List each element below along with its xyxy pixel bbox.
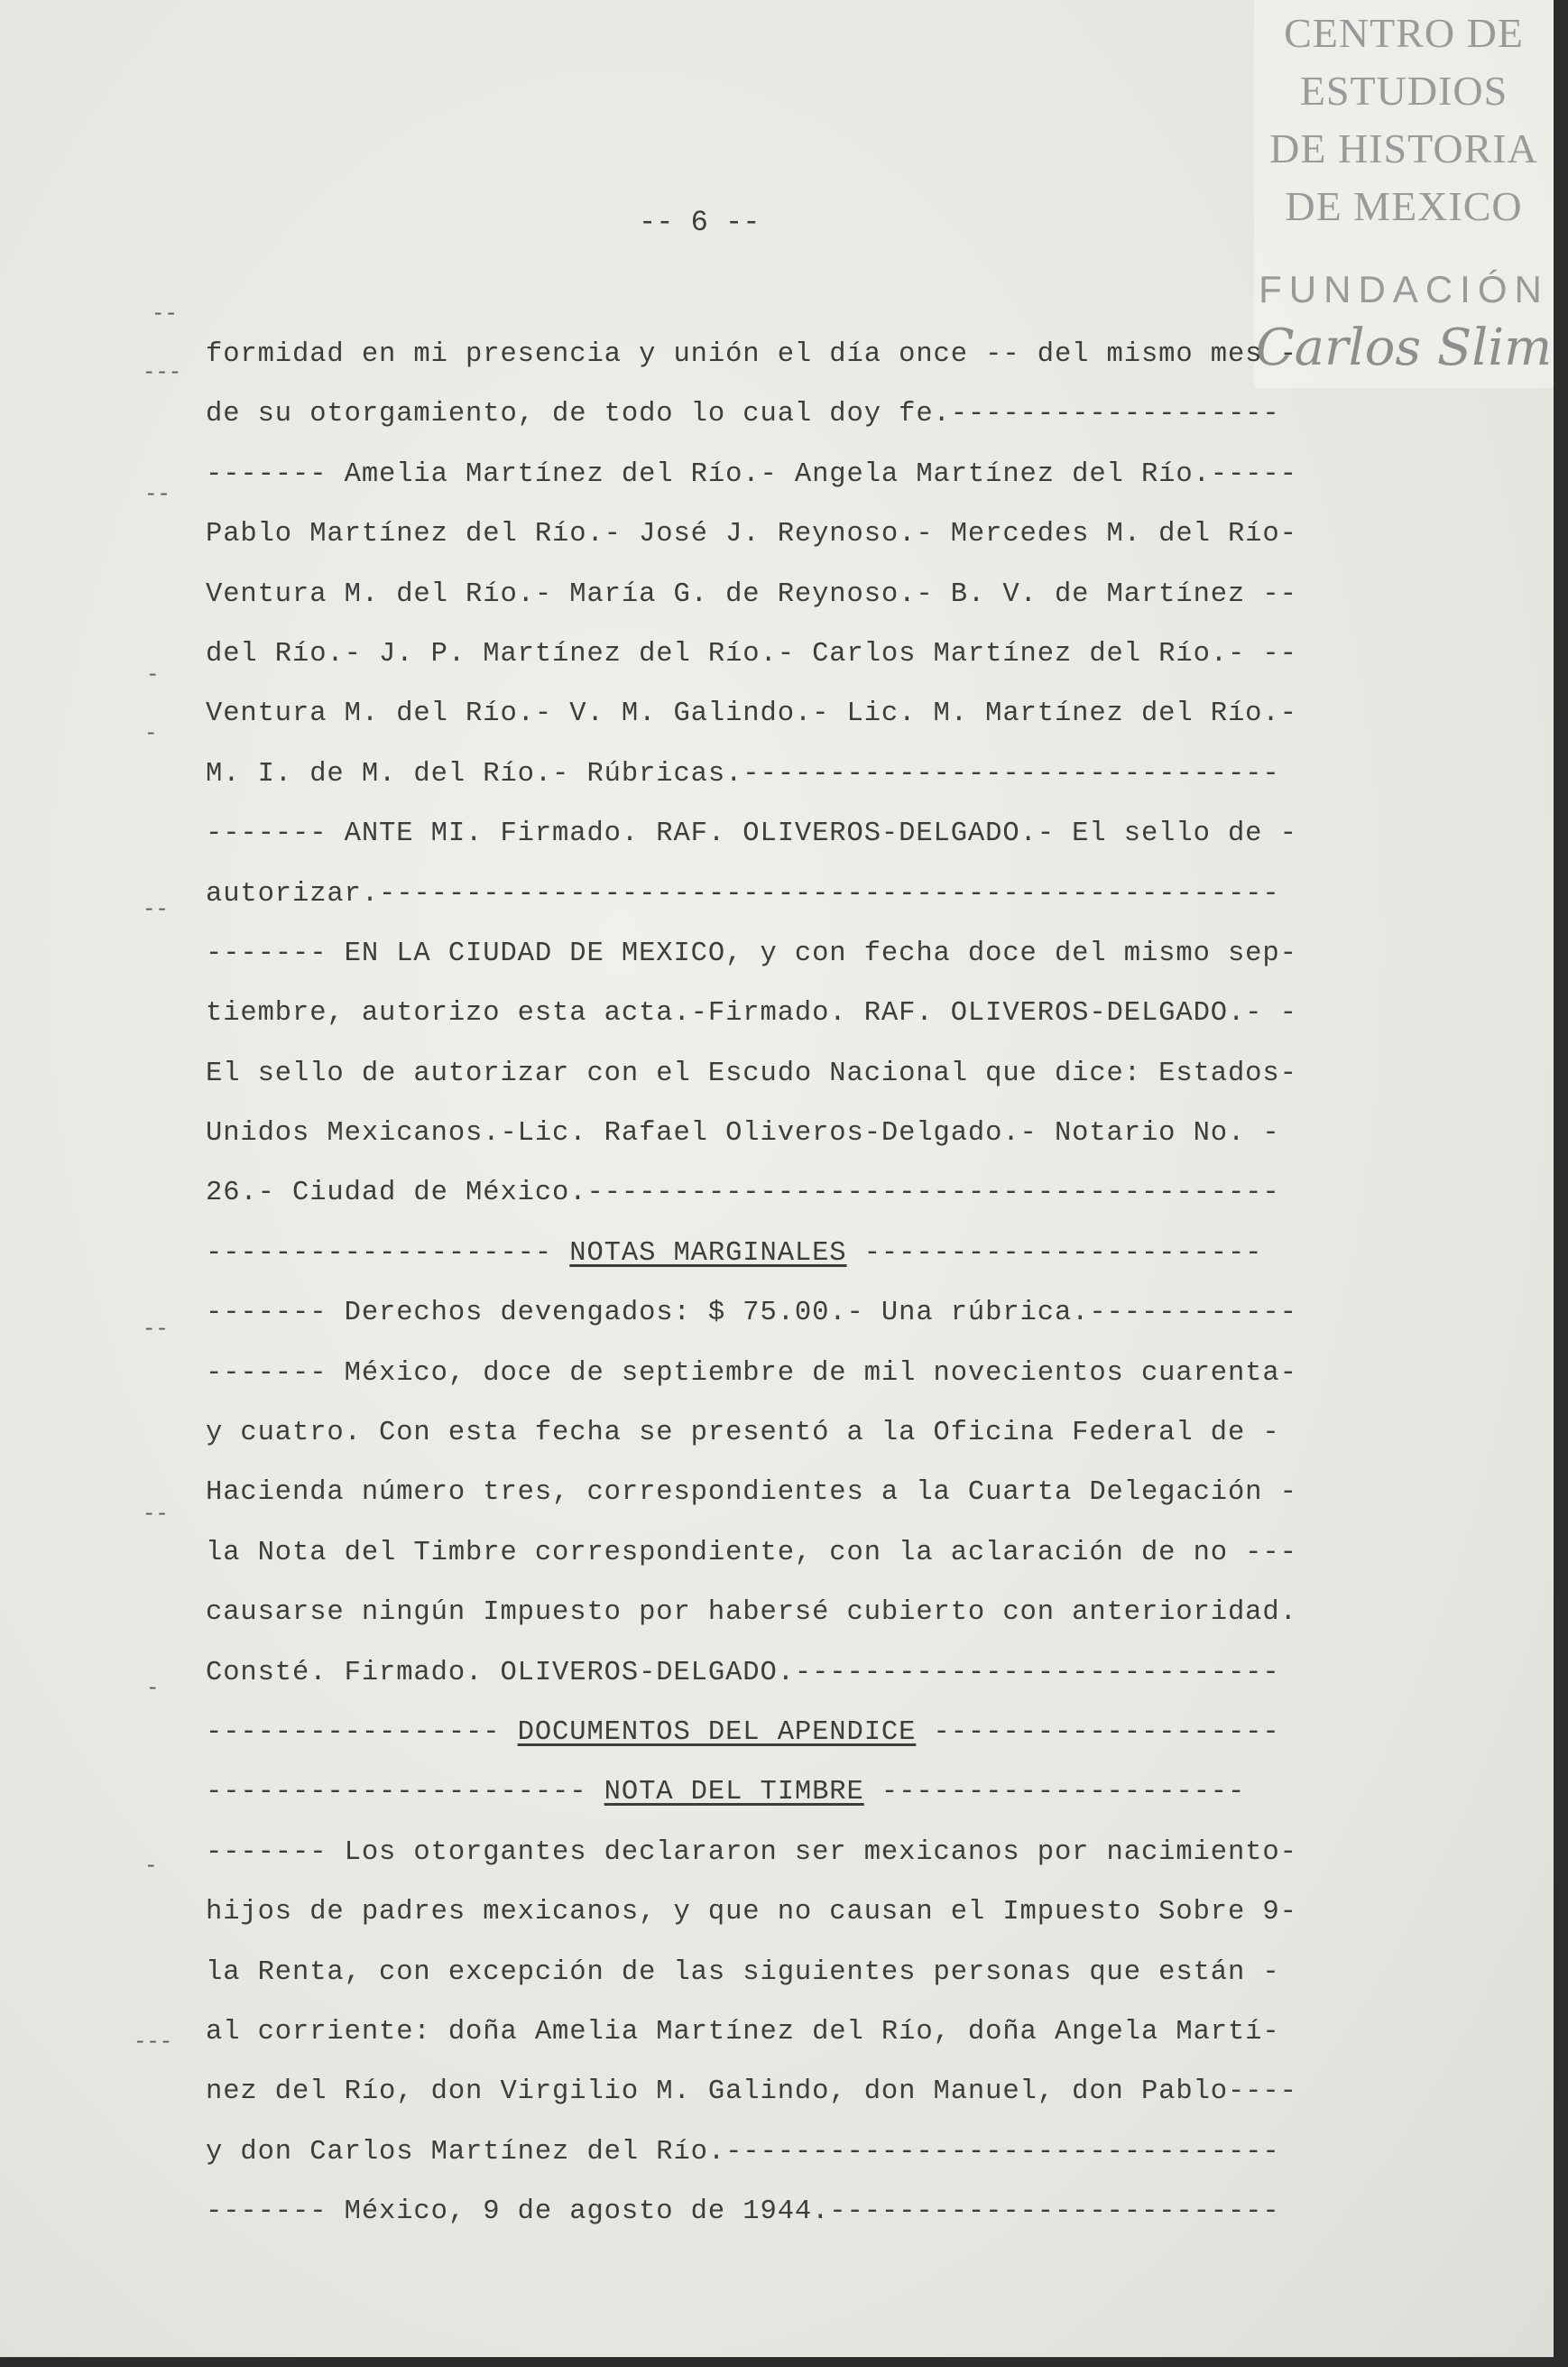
heading-line-timbre xyxy=(206,1762,1379,1822)
text-line: M. I. de M. del Río.- Rúbricas.------------------------------- xyxy=(206,758,1280,790)
margin-mark: - xyxy=(146,663,160,688)
margin-mark: -- xyxy=(152,302,178,327)
text-line: ------- Derechos devengados: $ 75.00.- Una rúbrica.------------ xyxy=(206,1298,1297,1329)
text-line: ------- México, 9 de agosto de 1944.-------------------------- xyxy=(206,2196,1280,2228)
text-line: El sello de autorizar con el Escudo Nacional que dice: Estados- xyxy=(206,1058,1297,1089)
text-line: Hacienda número tres, correspondientes a la Cuarta Delegación - xyxy=(206,1477,1297,1509)
text-line: y don Carlos Martínez del Río.-------------------------------- xyxy=(206,2136,1280,2168)
watermark-line-2: ESTUDIOS xyxy=(1299,68,1508,114)
margin-mark: -- xyxy=(143,898,169,922)
heading-lead: -------------------- xyxy=(206,1237,553,1269)
margin-mark: -- xyxy=(143,1502,169,1527)
watermark-line-3: DE HISTORIA xyxy=(1269,125,1538,171)
text-line: ------- Los otorgantes declararon ser mexicanos por nacimiento- xyxy=(206,1836,1297,1868)
margin-mark: -- xyxy=(143,1318,169,1342)
text-line: la Renta, con excepción de las siguientes personas que están - xyxy=(206,1956,1280,1988)
text-line: tiembre, autorizo esta acta.-Firmado. RAF. OLIVEROS-DELGADO.- - xyxy=(206,998,1297,1030)
text-line: del Río.- J. P. Martínez del Río.- Carlos Martínez del Río.- -- xyxy=(206,638,1297,670)
text-line: ------- México, doce de septiembre de mil novecientos cuarenta- xyxy=(206,1357,1297,1389)
text-line: Unidos Mexicanos.-Lic. Rafael Oliveros-Delgado.- Notario No. - xyxy=(206,1118,1280,1150)
text-line: formidad en mi presencia y unión el día once -- del mismo mes - xyxy=(206,339,1297,370)
heading-nota-timbre: NOTA DEL TIMBRE xyxy=(604,1777,864,1808)
margin-mark: - xyxy=(146,1677,160,1701)
margin-mark: --- xyxy=(143,361,182,385)
text-line: ------- EN LA CIUDAD DE MEXICO, y con fecha doce del mismo sep- xyxy=(206,938,1297,969)
heading-tail: ----------------------- xyxy=(863,1237,1263,1269)
margin-mark: - xyxy=(144,1854,158,1879)
heading-documentos-apendice: DOCUMENTOS DEL APENDICE xyxy=(517,1716,917,1748)
margin-mark: --- xyxy=(134,2030,173,2055)
heading-tail: -------------------- xyxy=(933,1716,1280,1748)
text-line: al corriente: doña Amelia Martínez del Río, doña Angela Martí- xyxy=(206,2016,1280,2048)
text-line: la Nota del Timbre correspondiente, con la aclaración de no --- xyxy=(206,1537,1297,1568)
heading-lead: ---------------------- xyxy=(206,1777,587,1808)
text-line: hijos de padres mexicanos, y que no causan el Impuesto Sobre 9- xyxy=(206,1897,1297,1928)
heading-line-documentos xyxy=(206,1703,1379,1762)
text-line: Pablo Martínez del Río.- José J. Reynoso.- Mercedes M. del Río- xyxy=(206,519,1297,550)
watermark-foundation: FUNDACIÓN xyxy=(1259,268,1549,310)
text-line: causarse ningún Impuesto por habersé cubierto con anterioridad. xyxy=(206,1597,1297,1629)
heading-notas-marginales: NOTAS MARGINALES xyxy=(569,1237,847,1269)
text-line: ------- Amelia Martínez del Río.- Angela Martínez del Río.----- xyxy=(206,458,1297,490)
heading-lead: ----------------- xyxy=(206,1716,501,1748)
page-number: -- 6 -- xyxy=(639,206,761,239)
watermark-line-4: DE MEXICO xyxy=(1285,183,1523,229)
text-line: de su otorgamiento, de todo lo cual doy fe.------------------- xyxy=(206,399,1280,430)
text-line: Ventura M. del Río.- María G. de Reynoso.- B. V. de Martínez -- xyxy=(206,578,1297,610)
document-body xyxy=(206,325,1379,2242)
text-line: 26.- Ciudad de México.---------------------------------------- xyxy=(206,1178,1280,1209)
margin-mark: - xyxy=(144,722,158,746)
text-line: nez del Río, don Virgilio M. Galindo, don Manuel, don Pablo---- xyxy=(206,2076,1297,2108)
watermark-line-1: CENTRO DE xyxy=(1284,10,1524,56)
text-line: autorizar.---------------------------------------------------- xyxy=(206,878,1280,910)
text-line: Ventura M. del Río.- V. M. Galindo.- Lic. M. Martínez del Río.- xyxy=(206,698,1297,730)
heading-tail: --------------------- xyxy=(881,1777,1246,1808)
text-line: ------- ANTE MI. Firmado. RAF. OLIVEROS-DELGADO.- El sello de - xyxy=(206,818,1297,850)
watermark-signature: Carlos Slim xyxy=(1255,319,1553,377)
heading-line-notas xyxy=(206,1224,1379,1283)
text-line: Consté. Firmado. OLIVEROS-DELGADO.---------------------------- xyxy=(206,1657,1280,1688)
margin-mark: -- xyxy=(144,483,171,507)
text-line: y cuatro. Con esta fecha se presentó a la Oficina Federal de - xyxy=(206,1418,1280,1449)
